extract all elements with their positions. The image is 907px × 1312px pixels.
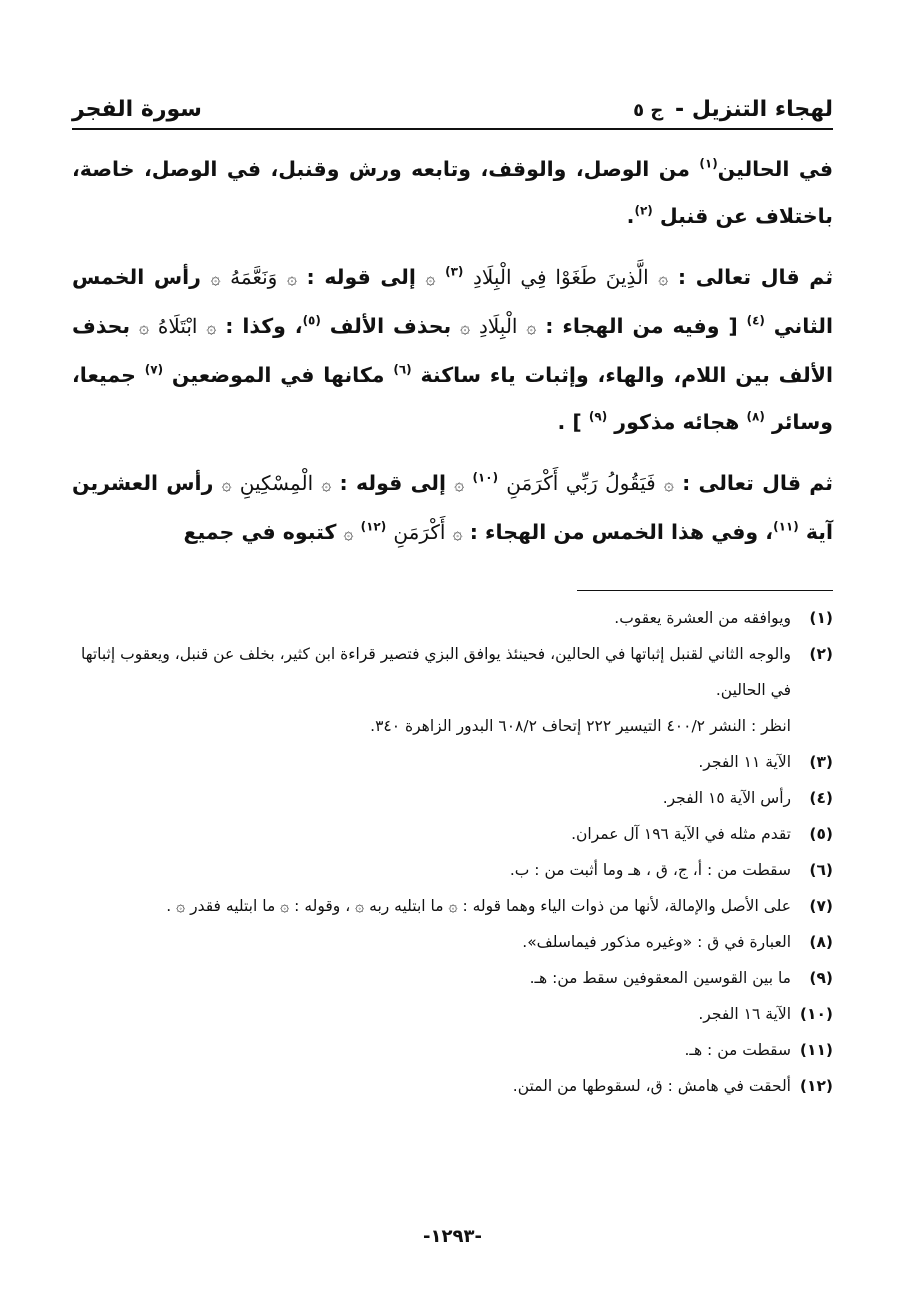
footnote-7 xyxy=(72,888,833,924)
footnote-text: العبارة في ق : «وغيره مذكور فيماسلف». xyxy=(522,933,791,951)
footnote-text: سقطت من : أ، ج، ق ، هـ وما أثبت من : ب. xyxy=(509,861,791,879)
footnote-number: (١١) xyxy=(799,1041,833,1059)
footnote-12 xyxy=(72,1068,833,1104)
footnote-8 xyxy=(72,924,833,960)
footnote-number: (١٢) xyxy=(799,1077,833,1095)
footnote-ref: (٥) xyxy=(302,313,321,328)
ornament-close-icon: ۞ xyxy=(454,475,465,495)
footnote-divider xyxy=(577,590,833,591)
footnote-ref: (٦) xyxy=(393,362,412,377)
footnote-ref: (٢) xyxy=(634,203,653,218)
ornament-close-icon: ۞ xyxy=(210,269,221,289)
paragraph-3: ثم قال تعالى : ۞ فَيَقُولُ رَبِّي أَكْرَمَنِ $^{(١٠)}$ ۞ إلى قوله : ۞ الْمِسْكِينِ ۞ رأس العشرين آية $^{(١١)}$، وفي هذا الخمس من الهجاء : ۞ أَكْرَمَنِ $^{(١٢)}$ ۞ كتبوه في جميع xyxy=(72,470,833,544)
footnote-ref: (٧) xyxy=(144,362,164,377)
main-text xyxy=(72,146,833,572)
footnote-6 xyxy=(72,852,833,888)
quran-quote: أَكْرَمَنِ xyxy=(393,520,446,544)
footnote-text: رأس الآية ١٥ الفجر. xyxy=(662,789,791,807)
surah-title: سورة الفجر xyxy=(72,97,202,122)
volume-label: ج ٥ xyxy=(633,100,664,121)
footnote-ref: (٨) xyxy=(746,409,765,424)
book-page xyxy=(72,0,833,1312)
ornament-close-icon: ۞ xyxy=(343,524,354,544)
ornament-open-icon: ۞ xyxy=(663,475,674,495)
ornament-open-icon: ۞ xyxy=(452,524,463,544)
footnote-text: انظر : النشر ٤٠٠/٢ التيسير ٢٢٢ إتحاف ٦٠٨/٢ البدور الزاهرة ٣٤٠. xyxy=(370,717,791,735)
footnote-text: ألحقت في هامش : ق، لسقوطها من المتن. xyxy=(512,1077,791,1095)
footnote-number: (٢) xyxy=(809,645,833,663)
footnote-text: والوجه الثاني لقنبل إثباتها في الحالين، فحينئذ يوافق البزي فتصير قراءة ابن كثير، بخلف عن قنبل، ويعقوب إثباتها في الحالين. xyxy=(80,645,791,699)
ornament-open-icon: ۞ xyxy=(526,318,537,338)
footnote-text: الآية ١٦ الفجر. xyxy=(698,1005,791,1023)
book-title: لهجاء التنزيل - ج ٥ xyxy=(633,97,833,122)
footnotes xyxy=(72,600,833,1104)
footnote-3 xyxy=(72,744,833,780)
ornament-open-icon: ۞ xyxy=(286,269,297,289)
footnote-number: (١) xyxy=(809,609,833,627)
footnote-1 xyxy=(72,600,833,636)
footnote-ref: (١) xyxy=(699,156,718,171)
footnote-number: (٧) xyxy=(809,897,833,915)
footnote-number: (٤) xyxy=(809,789,833,807)
footnote-ref: (٤) xyxy=(746,313,765,328)
footnote-text: ويوافقه من العشرة يعقوب. xyxy=(614,609,791,627)
running-header xyxy=(72,88,833,122)
ornament-close-icon: ۞ xyxy=(221,475,232,495)
footnote-ref: (١٠) xyxy=(472,470,499,485)
quran-quote: ابْتَلَاهُ xyxy=(157,314,198,338)
footnote-number: (٦) xyxy=(809,861,833,879)
ornament-open-icon: ۞ xyxy=(321,475,332,495)
footnote-number: (٨) xyxy=(809,933,833,951)
ornament-close-icon: ۞ xyxy=(460,318,471,338)
footnote-9 xyxy=(72,960,833,996)
header-divider xyxy=(72,128,833,130)
quran-quote: فَيَقُولُ رَبِّي أَكْرَمَنِ xyxy=(506,471,656,495)
footnote-text: سقطت من : هـ. xyxy=(684,1041,791,1059)
footnote-number: (٥) xyxy=(809,825,833,843)
footnote-4 xyxy=(72,780,833,816)
quran-quote: الْمِسْكِينِ xyxy=(239,471,314,495)
footnote-text: ما بين القوسين المعقوفين سقط من: هـ. xyxy=(529,969,791,987)
footnote-ref: (٩) xyxy=(588,409,608,424)
footnote-number: (٣) xyxy=(809,753,833,771)
footnote-ref: (١٢) xyxy=(360,519,387,534)
page-number: -١٢٩٣- xyxy=(423,1226,482,1247)
footnote-number: (١٠) xyxy=(799,1005,833,1023)
footnote-text: الآية ١١ الفجر. xyxy=(698,753,791,771)
footnote-ref: (١١) xyxy=(773,519,799,534)
paragraph-2: ثم قال تعالى : ۞ الَّذِينَ طَغَوْا فِي الْبِلَادِ $^{(٣)}$ ۞ إلى قوله : ۞ وَنَعَّمَهُ ۞ رأس الخمس الثاني $^{(٤)}$ [ وفيه من الهجاء : ۞ الْبِلَادِ ۞ بحذف الألف $^{(٥)}$، وكذا : ۞ ابْتَلَاهُ ۞ بحذف الألف بين اللام، والهاء، وإثبات ياء ساكنة $^{(٦)}$ مكانها في الموضعين $^{(٧)}$ جميعا، وسائر $^{(٨)}$ هجائه مذكور $^{(٩)}$ ] . xyxy=(72,264,834,434)
footnote-ref: (٣) xyxy=(445,264,464,279)
ornament-close-icon: ۞ xyxy=(139,318,149,338)
ornament-open-icon: ۞ xyxy=(658,269,669,289)
quran-quote: وَنَعَّمَهُ xyxy=(230,265,278,289)
paragraph-1: في الحالين$^{(١)}$ من الوصل، والوقف، وتابعه ورش وقنبل، في الوصل، خاصة، باختلاف عن قنبل $^{(٢)}$. xyxy=(72,156,833,228)
quran-quote: الْبِلَادِ xyxy=(478,314,518,338)
footnote-text: على الأصل والإمالة، لأنها من ذوات الياء وهما قوله : ۞ ما ابتليه ربه ۞ ، وقوله : ۞ ما ابتليه فقدر ۞ . xyxy=(166,897,791,915)
footnote-11 xyxy=(72,1032,833,1068)
footnote-10 xyxy=(72,996,833,1032)
quran-quote: الَّذِينَ طَغَوْا فِي الْبِلَادِ xyxy=(473,265,649,289)
footnote-text: تقدم مثله في الآية ١٩٦ آل عمران. xyxy=(571,825,791,843)
footnote-number: (٩) xyxy=(809,969,833,987)
footnote-5 xyxy=(72,816,833,852)
ornament-close-icon: ۞ xyxy=(425,269,436,289)
ornament-open-icon: ۞ xyxy=(206,318,217,338)
footnote-2 xyxy=(72,636,833,744)
